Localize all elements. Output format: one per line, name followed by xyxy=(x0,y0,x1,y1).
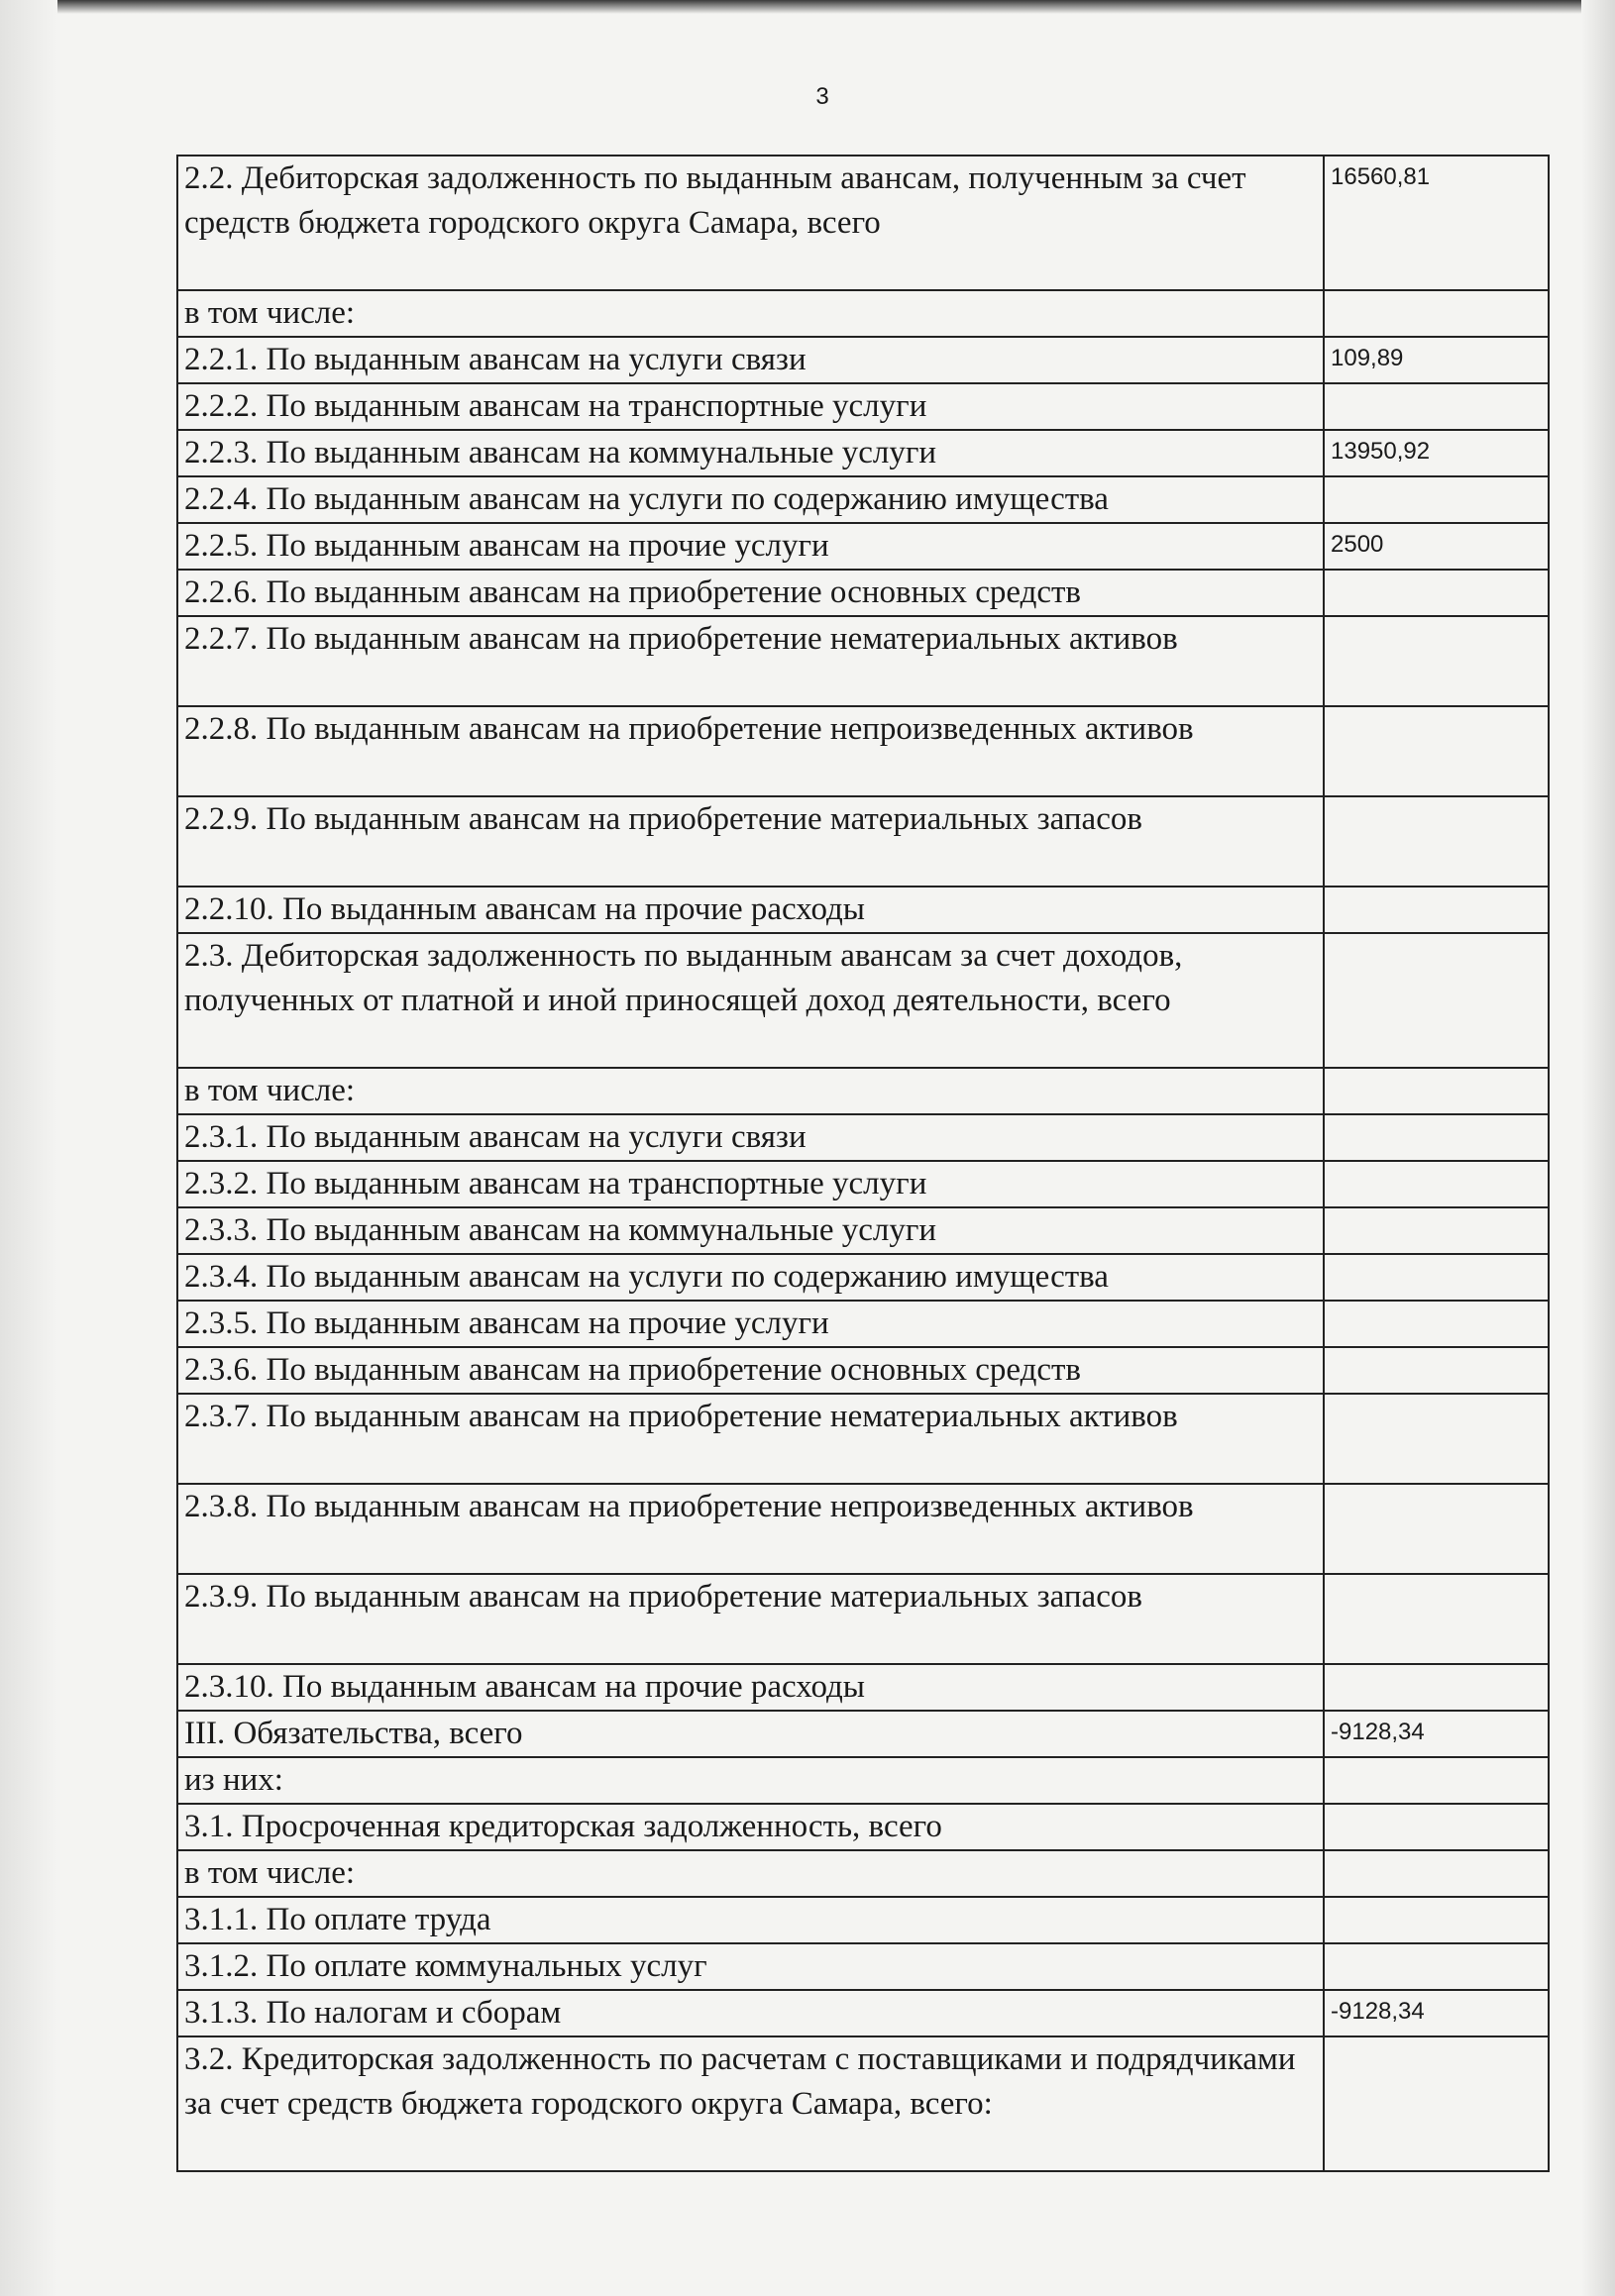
row-value: -9128,34 xyxy=(1324,1990,1549,2036)
row-value xyxy=(1324,1484,1549,1574)
row-label: 2.3.1. По выданным авансам на услуги связи xyxy=(177,1114,1324,1161)
row-value: 16560,81 xyxy=(1324,156,1549,290)
row-value xyxy=(1324,887,1549,933)
table-row xyxy=(177,1254,1549,1301)
row-label: 3.1.3. По налогам и сборам xyxy=(177,1990,1324,2036)
row-value xyxy=(1324,1757,1549,1804)
table-row xyxy=(177,383,1549,430)
financial-indicators-table xyxy=(176,155,1550,2172)
row-value xyxy=(1324,1207,1549,1254)
table-row xyxy=(177,1161,1549,1207)
row-label: 2.2.1. По выданным авансам на услуги связи xyxy=(177,337,1324,383)
row-value: 13950,92 xyxy=(1324,430,1549,476)
row-label: в том числе: xyxy=(177,1850,1324,1897)
row-value xyxy=(1324,383,1549,430)
row-value xyxy=(1324,933,1549,1068)
table-row xyxy=(177,796,1549,887)
row-label: из них: xyxy=(177,1757,1324,1804)
row-value xyxy=(1324,1254,1549,1301)
table-row xyxy=(177,1804,1549,1850)
row-label: 2.3.4. По выданным авансам на услуги по содержанию имущества xyxy=(177,1254,1324,1301)
row-label: 2.2.8. По выданным авансам на приобретение непроизведенных активов xyxy=(177,706,1324,796)
table-row xyxy=(177,1114,1549,1161)
row-label: 2.3.3. По выданным авансам на коммунальные услуги xyxy=(177,1207,1324,1254)
page-number: 3 xyxy=(815,83,829,110)
table-row xyxy=(177,1990,1549,2036)
row-value xyxy=(1324,616,1549,706)
row-value xyxy=(1324,570,1549,616)
row-label: 3.1. Просроченная кредиторская задолженность, всего xyxy=(177,1804,1324,1850)
row-value xyxy=(1324,476,1549,523)
row-label: 2.3.8. По выданным авансам на приобретение непроизведенных активов xyxy=(177,1484,1324,1574)
row-label: в том числе: xyxy=(177,1068,1324,1114)
table-row xyxy=(177,337,1549,383)
row-label: 2.2.6. По выданным авансам на приобретение основных средств xyxy=(177,570,1324,616)
row-label: 2.2. Дебиторская задолженность по выданным авансам, полученным за счет средств бюджета городского округа Самара, всего xyxy=(177,156,1324,290)
table-row xyxy=(177,523,1549,570)
row-label: 2.3.9. По выданным авансам на приобретение материальных запасов xyxy=(177,1574,1324,1664)
row-value xyxy=(1324,1897,1549,1943)
table-row xyxy=(177,887,1549,933)
table-row xyxy=(177,1757,1549,1804)
table-row xyxy=(177,1574,1549,1664)
row-value xyxy=(1324,1850,1549,1897)
row-value: -9128,34 xyxy=(1324,1711,1549,1757)
table-row xyxy=(177,156,1549,290)
row-value xyxy=(1324,1301,1549,1347)
row-label: 3.2. Кредиторская задолженность по расчетам с поставщиками и подрядчиками за счет средств бюджета городского округа Самара, всего: xyxy=(177,2036,1324,2171)
row-label: 2.3.6. По выданным авансам на приобретение основных средств xyxy=(177,1347,1324,1394)
table-row xyxy=(177,1394,1549,1484)
row-label: 2.3. Дебиторская задолженность по выданным авансам за счет доходов, полученных от платной и иной приносящей доход деятельности, всего xyxy=(177,933,1324,1068)
row-label: 2.2.9. По выданным авансам на приобретение материальных запасов xyxy=(177,796,1324,887)
table-row xyxy=(177,1484,1549,1574)
scan-top-edge xyxy=(0,0,1615,14)
table-row xyxy=(177,430,1549,476)
row-label: 2.3.2. По выданным авансам на транспортные услуги xyxy=(177,1161,1324,1207)
row-value: 109,89 xyxy=(1324,337,1549,383)
table-row xyxy=(177,1068,1549,1114)
row-value xyxy=(1324,290,1549,337)
row-label: 2.2.2. По выданным авансам на транспортные услуги xyxy=(177,383,1324,430)
table-row xyxy=(177,1347,1549,1394)
table-row xyxy=(177,1897,1549,1943)
table-row xyxy=(177,476,1549,523)
row-label: 2.2.4. По выданным авансам на услуги по содержанию имущества xyxy=(177,476,1324,523)
table-row xyxy=(177,1301,1549,1347)
row-value xyxy=(1324,1161,1549,1207)
table-row xyxy=(177,1711,1549,1757)
table-row xyxy=(177,1850,1549,1897)
row-label: 3.1.1. По оплате труда xyxy=(177,1897,1324,1943)
row-label: III. Обязательства, всего xyxy=(177,1711,1324,1757)
row-label: 2.3.5. По выданным авансам на прочие услуги xyxy=(177,1301,1324,1347)
scan-right-edge xyxy=(1581,0,1615,2296)
row-value xyxy=(1324,706,1549,796)
scan-left-edge xyxy=(0,0,57,2296)
row-value xyxy=(1324,1347,1549,1394)
row-value xyxy=(1324,1943,1549,1990)
row-value xyxy=(1324,1114,1549,1161)
table-row xyxy=(177,1664,1549,1711)
table-body xyxy=(177,156,1549,2171)
row-value xyxy=(1324,1574,1549,1664)
row-value xyxy=(1324,796,1549,887)
table-row xyxy=(177,616,1549,706)
row-label: 2.2.7. По выданным авансам на приобретение нематериальных активов xyxy=(177,616,1324,706)
table-row xyxy=(177,706,1549,796)
table-row xyxy=(177,290,1549,337)
row-value xyxy=(1324,1664,1549,1711)
row-label: 2.2.3. По выданным авансам на коммунальные услуги xyxy=(177,430,1324,476)
row-value xyxy=(1324,1804,1549,1850)
row-value xyxy=(1324,1394,1549,1484)
row-value: 2500 xyxy=(1324,523,1549,570)
table-row xyxy=(177,570,1549,616)
row-label: в том числе: xyxy=(177,290,1324,337)
row-label: 2.2.10. По выданным авансам на прочие расходы xyxy=(177,887,1324,933)
table-row xyxy=(177,1943,1549,1990)
row-label: 2.3.10. По выданным авансам на прочие расходы xyxy=(177,1664,1324,1711)
table-row xyxy=(177,2036,1549,2171)
table-row xyxy=(177,933,1549,1068)
row-value xyxy=(1324,2036,1549,2171)
table-row xyxy=(177,1207,1549,1254)
row-label: 3.1.2. По оплате коммунальных услуг xyxy=(177,1943,1324,1990)
row-value xyxy=(1324,1068,1549,1114)
row-label: 2.3.7. По выданным авансам на приобретение нематериальных активов xyxy=(177,1394,1324,1484)
row-label: 2.2.5. По выданным авансам на прочие услуги xyxy=(177,523,1324,570)
